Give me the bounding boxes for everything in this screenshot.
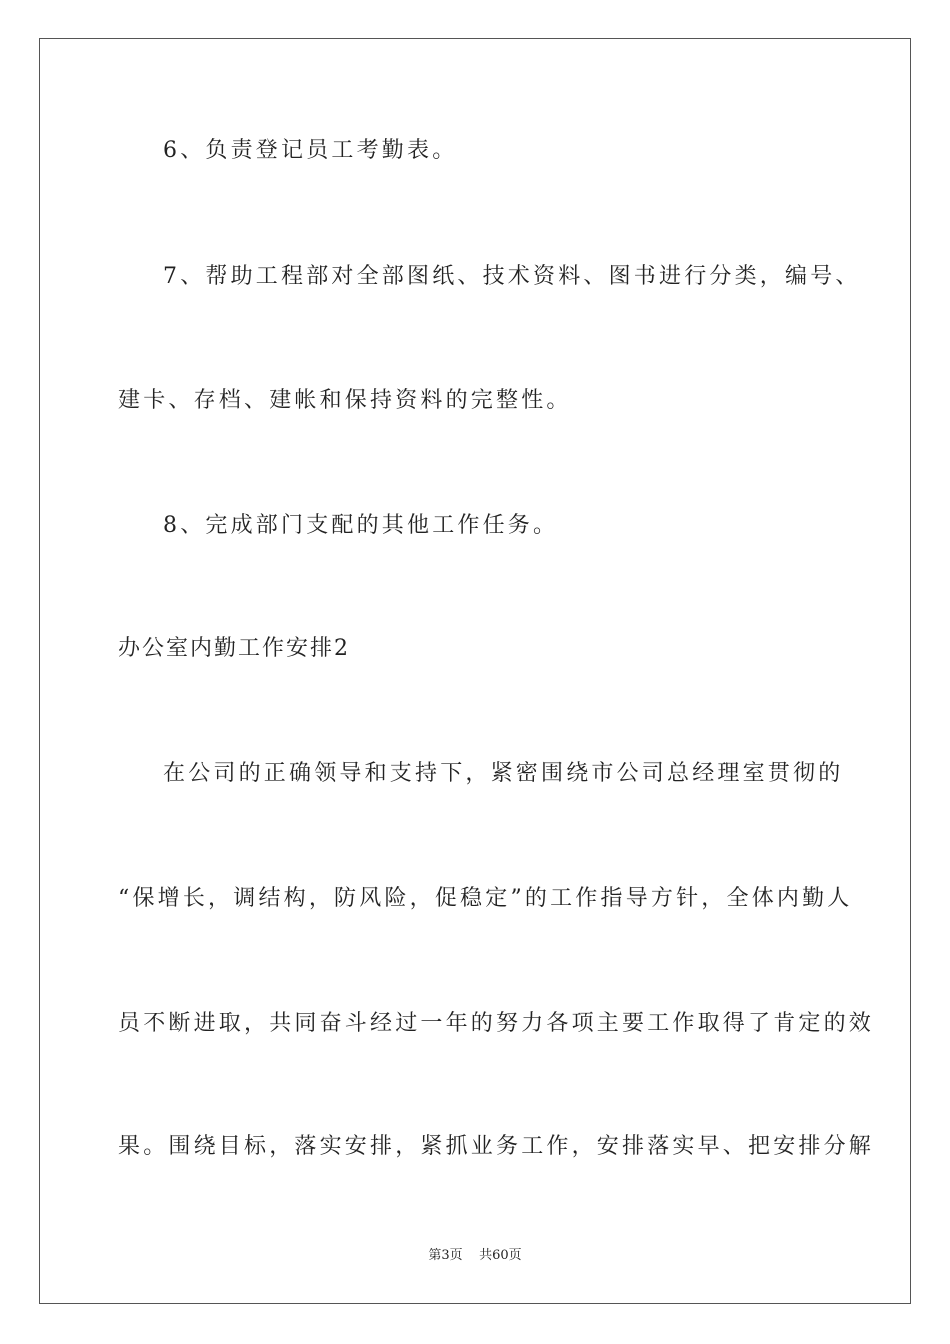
paragraph-line: 员不断进取，共同奋斗经过一年的努力各项主要工作取得了肯定的效 [118, 1011, 875, 1036]
paragraph-line: 在公司的正确领导和支持下，紧密围绕市公司总经理室贯彻的 [163, 761, 844, 786]
section-heading: 办公室内勤工作安排2 [118, 636, 350, 661]
paragraph-line-item-7: 7、帮助工程部对全部图纸、技术资料、图书进行分类，编号、 [163, 264, 861, 289]
paragraph-line: “保增长，调结构，防风险，促稳定”的工作指导方针，全体内勤人 [118, 886, 853, 911]
paragraph-line: 果。围绕目标，落实安排，紧抓业务工作，安排落实早、把安排分解 [118, 1134, 875, 1159]
page-number: 第3页 [428, 1248, 463, 1263]
page-total: 共60页 [479, 1248, 522, 1263]
paragraph-line-item-6: 6、负责登记员工考勤表。 [163, 138, 458, 163]
page-border [39, 38, 911, 1304]
paragraph-line-item-7-continued: 建卡、存档、建帐和保持资料的完整性。 [118, 388, 572, 413]
page-footer [0, 1247, 950, 1265]
paragraph-line-item-8: 8、完成部门支配的其他工作任务。 [163, 513, 559, 538]
